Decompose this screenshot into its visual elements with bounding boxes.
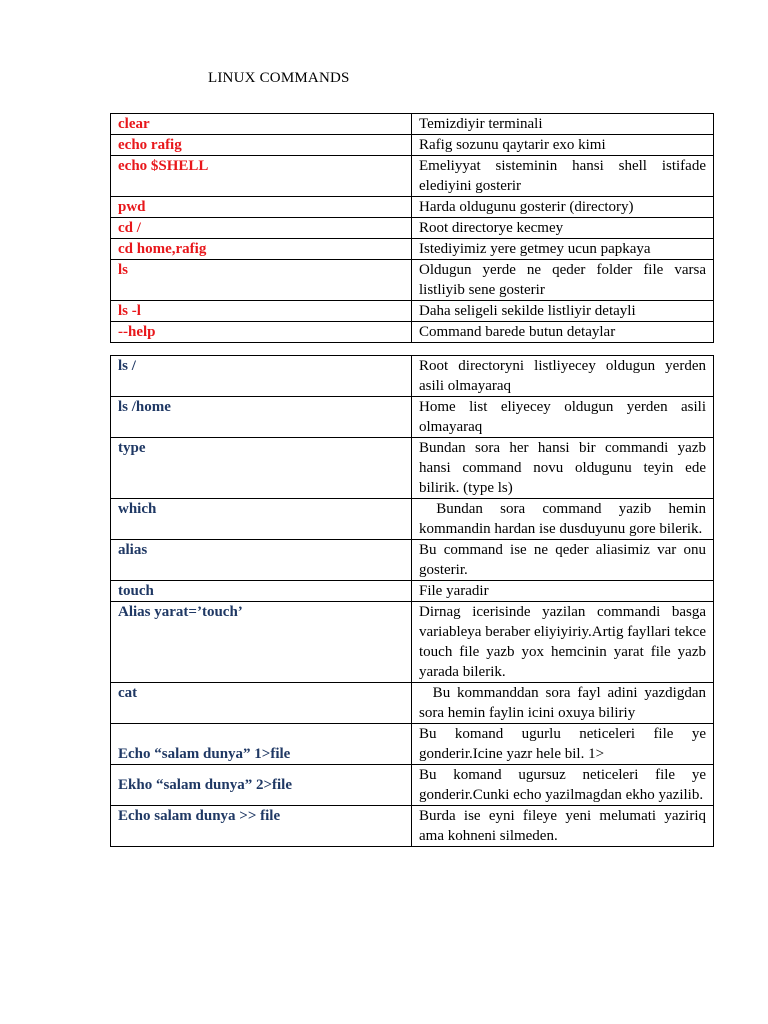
description-cell: Dirnag icerisinde yazilan commandi basga variableya beraber eliyiyiriy.Artig fayllari tekce touch file yazb yox hemcinin yarat file yazb yarada bilerik. [412, 602, 714, 683]
table-row [111, 135, 714, 156]
table-row [111, 218, 714, 239]
description-cell: Root directoryni listliyecey oldugun yerden asili olmayaraq [412, 356, 714, 397]
description-cell: Bu komand ugurlu neticeleri file ye gonderir.Icine yazr hele bil. 1> [412, 724, 714, 765]
description-cell: Harda oldugunu gosterir (directory) [412, 197, 714, 218]
description-cell: Emeliyyat sisteminin hansi shell istifade elediyini gosterir [412, 156, 714, 197]
description-cell: Bundan sora command yazib hemin kommandin hardan ise dusduyunu gore bilerik. [412, 499, 714, 540]
table-row [111, 301, 714, 322]
command-cell: cd home,rafig [111, 239, 412, 260]
description-cell: File yaradir [412, 581, 714, 602]
command-cell: touch [111, 581, 412, 602]
command-cell: type [111, 438, 412, 499]
table-row [111, 397, 714, 438]
description-cell: Bundan sora her hansi bir commandi yazb hansi command novu oldugunu teyin ede bilirik. (type ls) [412, 438, 714, 499]
table-row [111, 322, 714, 343]
table-row [111, 499, 714, 540]
table-row [111, 438, 714, 499]
command-cell: cd / [111, 218, 412, 239]
command-cell: which [111, 499, 412, 540]
table-row [111, 540, 714, 581]
table-row [111, 239, 714, 260]
table-row [111, 260, 714, 301]
command-cell: ls [111, 260, 412, 301]
table-row [111, 602, 714, 683]
description-cell: Bu command ise ne qeder aliasimiz var onu gosterir. [412, 540, 714, 581]
description-cell: Root directorye kecmey [412, 218, 714, 239]
table-row [111, 724, 714, 765]
table-row [111, 806, 714, 847]
commands-table-basic [110, 113, 714, 343]
command-cell: echo $SHELL [111, 156, 412, 197]
table-row [111, 581, 714, 602]
table-row [111, 156, 714, 197]
command-cell: cat [111, 683, 412, 724]
command-cell: ls / [111, 356, 412, 397]
command-cell: clear [111, 114, 412, 135]
command-cell: Echo salam dunya >> file [111, 806, 412, 847]
command-cell: ls /home [111, 397, 412, 438]
description-cell: Command barede butun detaylar [412, 322, 714, 343]
command-cell: Ekho “salam dunya” 2>file [111, 765, 412, 806]
document-title: LINUX COMMANDS [208, 70, 350, 86]
command-cell: pwd [111, 197, 412, 218]
command-cell: Echo “salam dunya” 1>file [111, 724, 412, 765]
table-row [111, 114, 714, 135]
command-cell: echo rafig [111, 135, 412, 156]
description-cell: Daha seligeli sekilde listliyir detayli [412, 301, 714, 322]
commands-table-advanced [110, 355, 714, 847]
table-row [111, 197, 714, 218]
description-cell: Home list eliyecey oldugun yerden asili olmayaraq [412, 397, 714, 438]
description-cell: Temizdiyir terminali [412, 114, 714, 135]
command-cell: Alias yarat=’touch’ [111, 602, 412, 683]
description-cell: Bu kommanddan sora fayl adini yazdigdan sora hemin faylin icini oxuya biliriy [412, 683, 714, 724]
description-cell: Bu komand ugursuz neticeleri file ye gonderir.Cunki echo yazilmagdan ekho yazilib. [412, 765, 714, 806]
command-cell: ls -l [111, 301, 412, 322]
description-cell: Oldugun yerde ne qeder folder file varsa listliyib sene gosterir [412, 260, 714, 301]
description-cell: Rafig sozunu qaytarir exo kimi [412, 135, 714, 156]
table-row [111, 683, 714, 724]
description-cell: Istediyimiz yere getmey ucun papkaya [412, 239, 714, 260]
command-cell: --help [111, 322, 412, 343]
table-row [111, 765, 714, 806]
description-cell: Burda ise eyni fileye yeni melumati yaziriq ama kohneni silmeden. [412, 806, 714, 847]
command-cell: alias [111, 540, 412, 581]
table-row [111, 356, 714, 397]
